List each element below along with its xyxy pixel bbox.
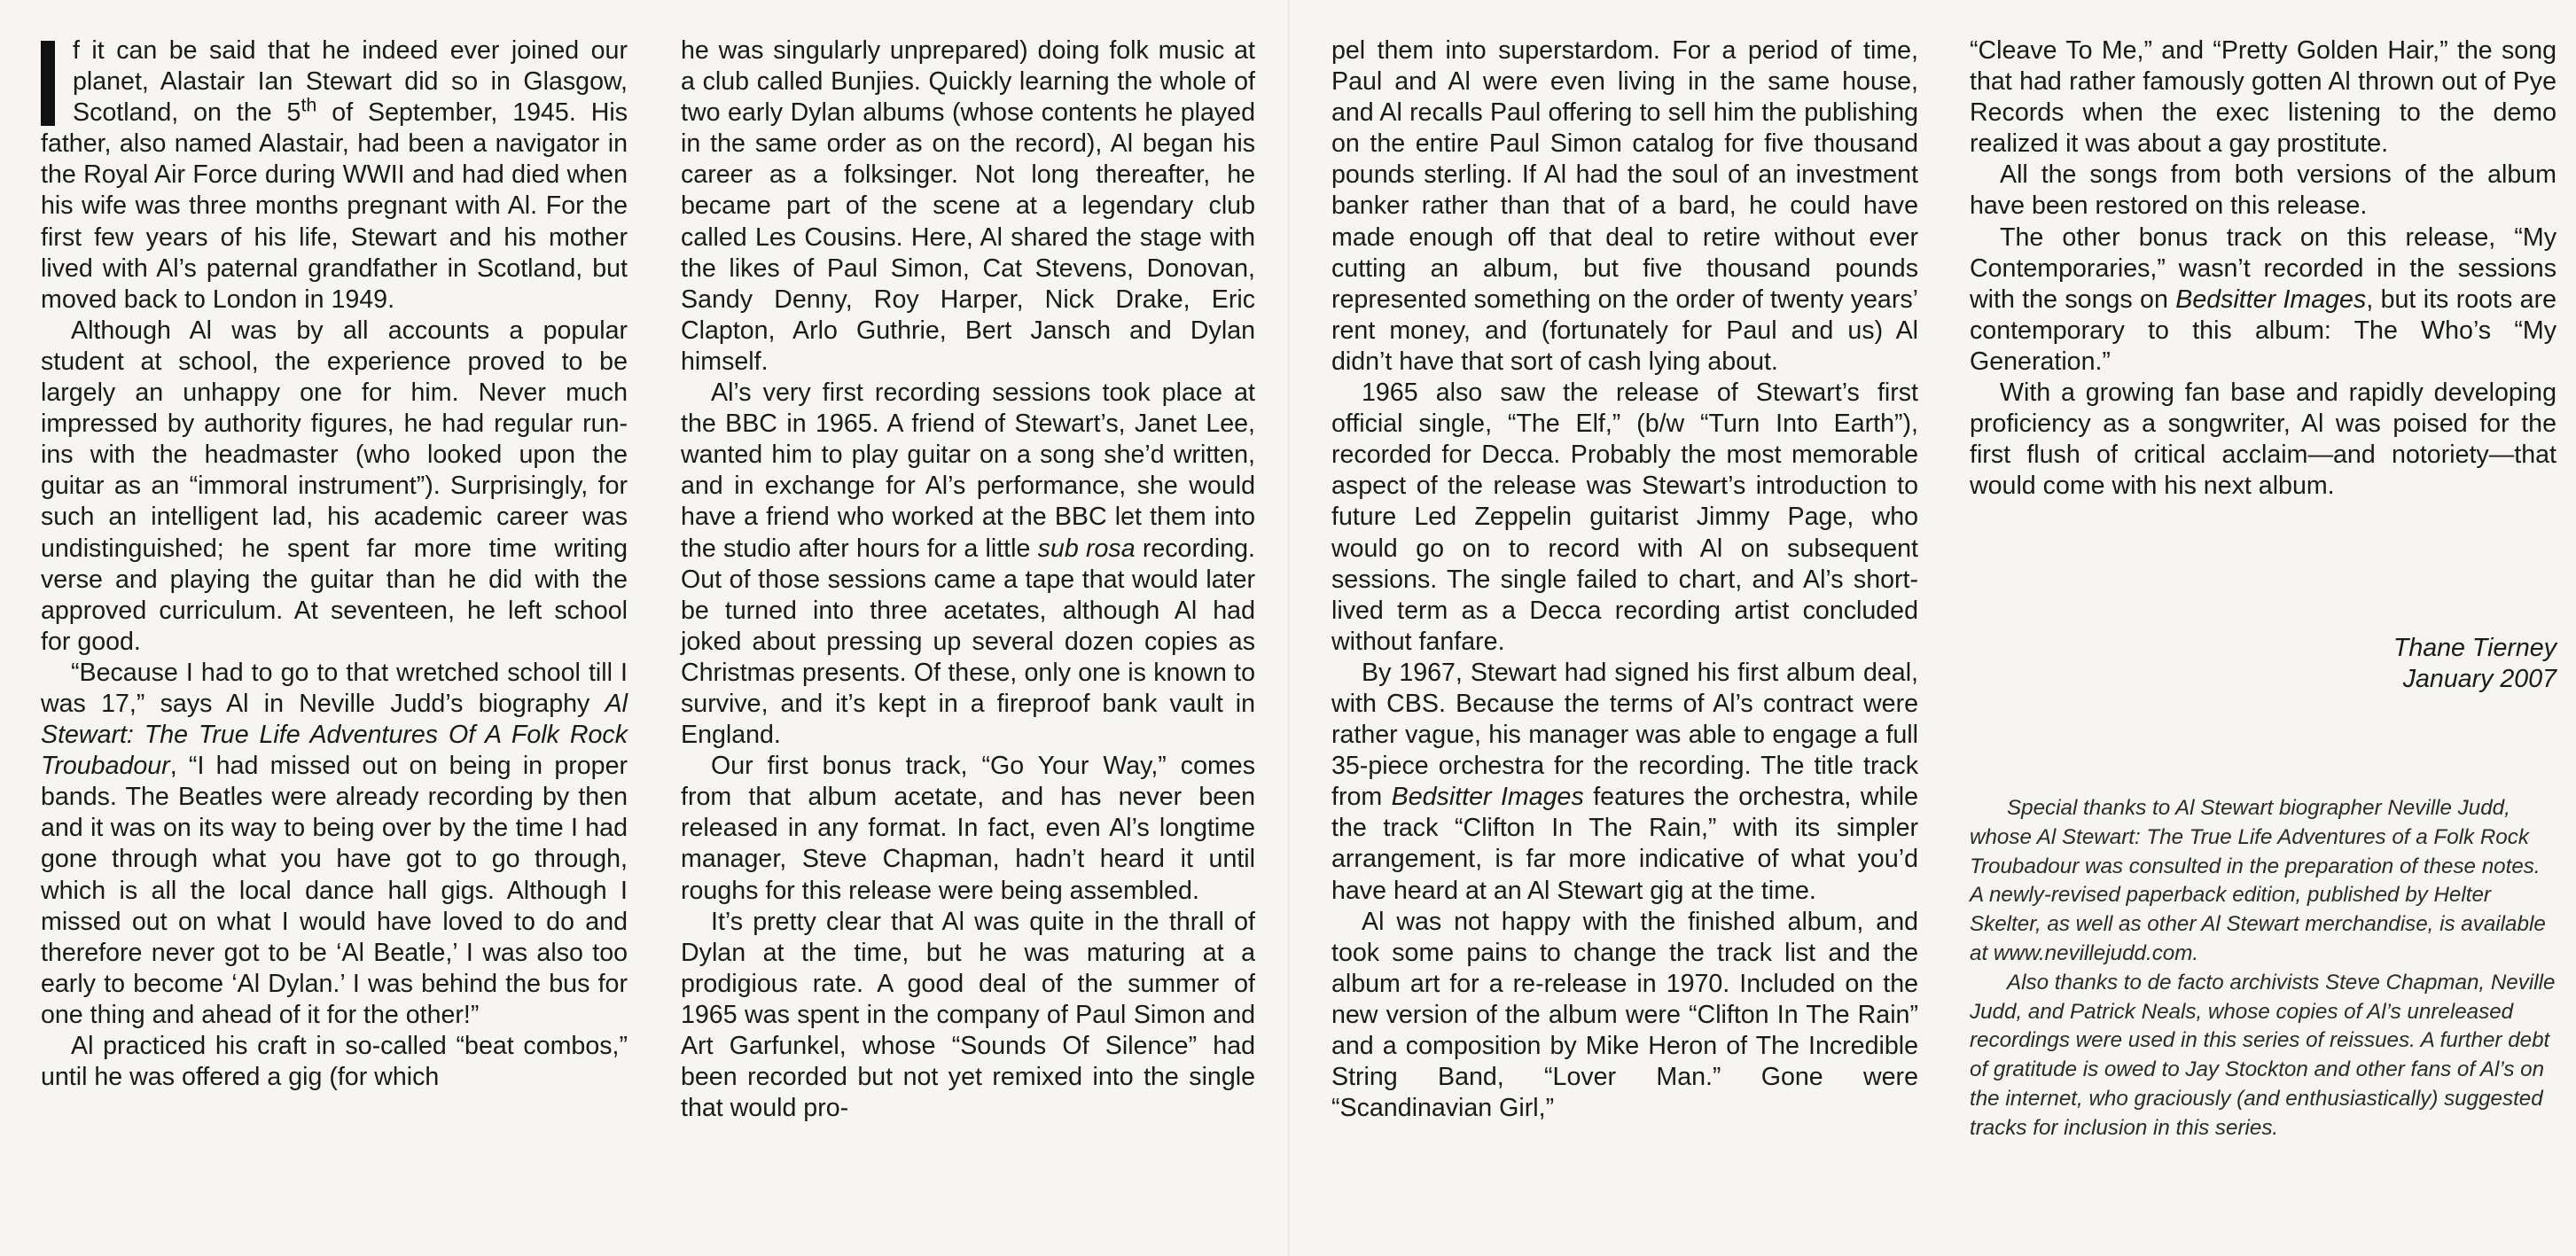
paragraph: Al practiced his craft in so-called “beat combos,” until he was offered a gig (for which bbox=[41, 1032, 628, 1092]
paragraph: Al’s very first recording sessions took place at the BBC in 1965. A friend of Stewart’s, Janet Lee, wanted him to play guitar on a song she’d written, and in exchange for Al’s performance, she would have a friend who worked at the BBC let them into the studio after hours for a little sub rosa recording. Out of those sessions came a tape that would later be turned into three acetates, although Al had joked about pressing up several dozen copies as Christmas presents. Of these, only one is known to survive, and it’s kept in a fireproof bank vault in England. bbox=[681, 378, 1255, 750]
acknowledgement-paragraph: Special thanks to Al Stewart biographer Neville Judd, whose Al Stewart: The True Life Adventures of a Folk Rock Troubadour was consulted in the preparation of these notes. A newly-revised paperback edition, published by Helter Skelter, as well as other Al Stewart merchandise, is available at www.nevillejudd.com. bbox=[1970, 796, 2546, 965]
paragraph: By 1967, Stewart had signed his first album deal, with CBS. Because the terms of Al’s contract were rather vague, his manager was able to engage a full 35-piece orchestra for the recording. The title track from Bedsitter Images features the orchestra, while the track “Clifton In The Rain,” with its simpler arrangement, is far more indicative of what you’d have heard at an Al Stewart gig at the time. bbox=[1331, 658, 1918, 905]
paragraph: All the songs from both versions of the album have been restored on this release. bbox=[1970, 160, 2556, 221]
acknowledgements bbox=[1970, 794, 2556, 1143]
paragraph: “Because I had to go to that wretched school till I was 17,” says Al in Neville Judd’s biography Al Stewart: The True Life Adventures Of A Folk Rock Troubadour, “I had missed out on being in proper bands. The Beatles were already recording by then and it was on its way to being over by the time I had gone through what you have got to go through, which is all the local dance hall gigs. Although I missed out on what I would have loved to do and therefore never got to be ‘Al Beatle,’ I was also too early to become ‘Al Dylan.’ I was behind the bus for one thing and ahead of it for the other!” bbox=[41, 658, 628, 1029]
text-column-3 bbox=[1331, 35, 1918, 1124]
paragraph: “Cleave To Me,” and “Pretty Golden Hair,” the song that had rather famously gotten Al thrown out of Pye Records when the exec listening to the demo realized it was about a gay prostitute. bbox=[1970, 36, 2556, 159]
album-title: Bedsitter Images bbox=[2175, 285, 2367, 314]
paragraph: The other bonus track on this release, “My Contemporaries,” wasn’t recorded in the sessions with the songs on Bedsitter Images, but its roots are contemporary to this album: The Who’s “My Generation.” bbox=[1970, 222, 2556, 376]
paragraph: f it can be said that he indeed ever joined our planet, Alastair Ian Stewart did so in Glasgow, Scotland, on the 5th of September, 1945. His father, also named Alastair, had been a navigator in the Royal Air Force during WWII and had died when his wife was three months pregnant with Al. For the first few years of his life, Stewart and his mother lived with Al’s paternal grandfather in Scotland, but moved back to London in 1949. bbox=[41, 36, 628, 314]
paragraph: Although Al was by all accounts a popular student at school, the experience proved to be largely an unhappy one for him. Never much impressed by authority figures, he had regular run-ins with the headmaster (who looked upon the guitar as an “immoral instrument”). Surprisingly, for such an intelligent lad, his academic career was undistinguished; he spent far more time writing verse and playing the guitar than he did with the approved curriculum. At seventeen, he left school for good. bbox=[41, 316, 628, 656]
paragraph: Our first bonus track, “Go Your Way,” comes from that album acetate, and has never been released in any format. In fact, even Al’s longtime manager, Steve Chapman, hadn’t heard it until roughs for this release were being assembled. bbox=[681, 752, 1255, 905]
album-title: Bedsitter Images bbox=[1391, 783, 1584, 812]
text-column-4 bbox=[1970, 35, 2556, 502]
italic-phrase: sub rosa bbox=[1037, 534, 1136, 563]
ordinal-suffix: th bbox=[301, 94, 317, 116]
paragraph: he was singularly unprepared) doing folk music at a club called Bunjies. Quickly learning the whole of two early Dylan albums (whose contents he played in the same order as on the record), Al began his career as a folksinger. Not long thereafter, he became part of the scene at a legendary club called Les Cousins. Here, Al shared the stage with the likes of Paul Simon, Cat Stevens, Donovan, Sandy Denny, Roy Harper, Nick Drake, Eric Clapton, Arlo Guthrie, Bert Jansch and Dylan himself. bbox=[681, 36, 1255, 376]
paragraph: With a growing fan base and rapidly developing proficiency as a songwriter, Al was poised for the first flush of critical acclaim—and notoriety—that would come with his next album. bbox=[1970, 378, 2556, 501]
page-fold bbox=[1288, 0, 1290, 1256]
book-title: Al Stewart: The True Life Adventures Of A Folk Rock Troubadour bbox=[41, 689, 628, 781]
acknowledgement-paragraph: Also thanks to de facto archivists Steve Chapman, Neville Judd, and Patrick Neals, whose copies of Al’s unreleased recordings were used in this series of reissues. A further debt of gratitude is owed to Jay Stockton and other fans of Al’s on the internet, who graciously (and enthusiastically) suggested tracks for inclusion in this series. bbox=[1970, 970, 2556, 1140]
paragraph: pel them into superstardom. For a period of time, Paul and Al were even living in the same house, and Al recalls Paul offering to sell him the publishing on the entire Paul Simon catalog for five thousand pounds sterling. If Al had the soul of an investment banker rather than that of a bard, he could have made enough off that deal to retire without ever cutting an album, but five thousand pounds represented something on the order of twenty years’ rent money, and (fortunately for Paul and us) Al didn’t have that sort of cash lying about. bbox=[1331, 36, 1918, 376]
author-signature bbox=[2393, 633, 2556, 695]
text-column-2 bbox=[681, 35, 1255, 1124]
paragraph: 1965 also saw the release of Stewart’s first official single, “The Elf,” (b/w “Turn Into Earth”), recorded for Decca. Probably the most memorable aspect of the release was Stewart’s introduction to future Led Zeppelin guitarist Jimmy Page, who would go on to record with Al on subsequent sessions. The single failed to chart, and Al’s short-lived term as a Decca recording artist concluded without fanfare. bbox=[1331, 378, 1918, 656]
author-name: Thane Tierney bbox=[2393, 634, 2556, 662]
paragraph: It’s pretty clear that Al was quite in the thrall of Dylan at the time, but he was maturing at a prodigious rate. A good deal of the summer of 1965 was spent in the company of Paul Simon and Art Garfunkel, whose “Sounds Of Silence” had been recorded but not yet remixed into the single that would pro- bbox=[681, 907, 1255, 1123]
text-column-1 bbox=[41, 35, 628, 1093]
paragraph: Al was not happy with the finished album, and took some pains to change the track list and the album art for a re-release in 1970. Included on the new version of the album were “Clifton In The Rain” and a composition by Mike Heron of The Incredible String Band, “Lover Man.” Gone were “Scandinavian Girl,” bbox=[1331, 907, 1918, 1123]
drop-cap bbox=[41, 41, 55, 126]
signature-date: January 2007 bbox=[2402, 665, 2556, 693]
